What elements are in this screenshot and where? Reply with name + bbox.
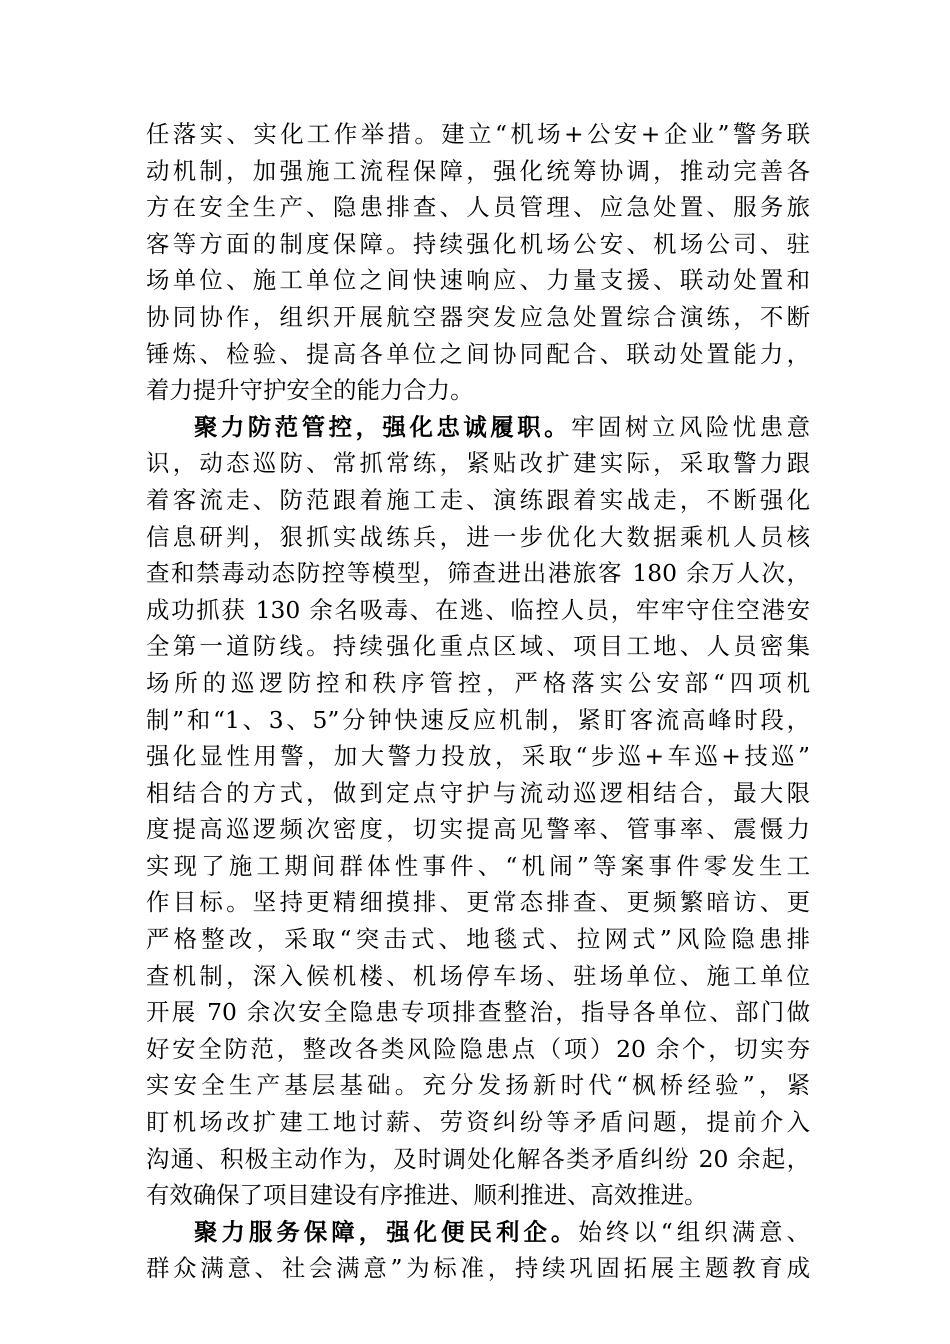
paragraph-1-line-8: 着力提升守护安全的能力合力。 [146,376,474,405]
body-text [146,116,810,1287]
paragraph-3-heading: 聚力服务保障，强化便民利企。 [194,1217,579,1246]
paragraph-2-line-4: 信息研判，狠抓实战练兵，进一步优化大数据乘机人员核 [146,522,810,551]
paragraph-3-line-1 [146,1214,810,1251]
paragraph-2-line-11: 相结合的方式，做到定点守护与流动巡逻相结合，最大限 [146,778,810,807]
paragraph-2-line-17: 开展 70 余次安全隐患专项排查整治，指导各单位、部门做 [146,998,810,1027]
paragraph-2-heading: 聚力防范管控，强化忠诚履职。 [194,412,572,441]
paragraph-2-line-16: 查机制，深入候机楼、机场停车场、驻场单位、施工单位 [146,961,810,990]
paragraph-2-line-18: 好安全防范，整改各类风险隐患点（项）20 余个，切实夯 [146,1034,810,1063]
paragraph-1-line-4: 客等方面的制度保障。持续强化机场公安、机场公司、驻 [146,229,810,258]
paragraph-2-line-7: 全第一道防线。持续强化重点区域、项目工地、人员密集 [146,632,810,661]
paragraph-2-line-12: 度提高巡逻频次密度，切实提高见警率、管事率、震慑力 [146,815,810,844]
paragraph-3-line-1-text: 始终以“组织满意、 [578,1217,810,1246]
paragraph-1-line-2: 动机制，加强施工流程保障，强化统筹协调，推动完善各 [146,156,810,185]
paragraph-2-line-3: 着客流走、防范跟着施工走、演练跟着实战走，不断强化 [146,485,810,514]
paragraph-2-line-9: 制”和“1、3、5”分钟快速反应机制，紧盯客流高峰时段， [146,705,810,734]
paragraph-1-line-7: 锤炼、检验、提高各单位之间协同配合、联动处置能力， [146,339,810,368]
paragraph-1-line-5: 场单位、施工单位之间快速响应、力量支援、联动处置和 [146,266,810,295]
paragraph-2-line-21: 沟通、积极主动作为，及时调处化解各类矛盾纠纷 20 余起， [146,1144,810,1173]
paragraph-2-line-14: 作目标。坚持更精细摸排、更常态排查、更频繁暗访、更 [146,888,810,917]
paragraph-2-line-20: 盯机场改扩建工地讨薪、劳资纠纷等矛盾问题，提前介入 [146,1108,810,1137]
paragraph-2-line-1-text: 牢固树立风险忧患意 [571,412,811,441]
paragraph-2-line-19: 实安全生产基层基础。充分发扬新时代“枫桥经验”，紧 [146,1071,810,1100]
paragraph-2-line-10: 强化显性用警，加大警力投放，采取“步巡+车巡+技巡” [146,742,810,771]
paragraph-2-line-5: 查和禁毒动态防控等模型，筛查进出港旅客 180 余万人次， [146,559,810,588]
paragraph-2-line-8: 场所的巡逻防控和秩序管控，严格落实公安部“四项机 [146,668,810,697]
paragraph-2-line-2: 识，动态巡防、常抓常练，紧贴改扩建实际，采取警力跟 [146,449,810,478]
paragraph-1-line-3: 方在安全生产、隐患排查、人员管理、应急处置、服务旅 [146,193,810,222]
paragraph-2-line-6: 成功抓获 130 余名吸毒、在逃、临控人员，牢牢守住空港安 [146,595,810,624]
paragraph-2-line-1 [146,409,810,446]
paragraph-3-line-2: 群众满意、社会满意”为标准，持续巩固拓展主题教育成 [146,1254,810,1283]
paragraph-1-line-6: 协同协作，组织开展航空器突发应急处置综合演练，不断 [146,302,810,331]
paragraph-2-line-22: 有效确保了项目建设有序推进、顺利推进、高效推进。 [146,1181,708,1210]
paragraph-2-line-13: 实现了施工期间群体性事件、“机闹”等案事件零发生工 [146,851,810,880]
paragraph-2-line-15: 严格整改，采取“突击式、地毯式、拉网式”风险隐患排 [146,925,810,954]
paragraph-1-line-1: 任落实、实化工作举措。建立“机场+公安+企业”警务联 [146,120,810,148]
